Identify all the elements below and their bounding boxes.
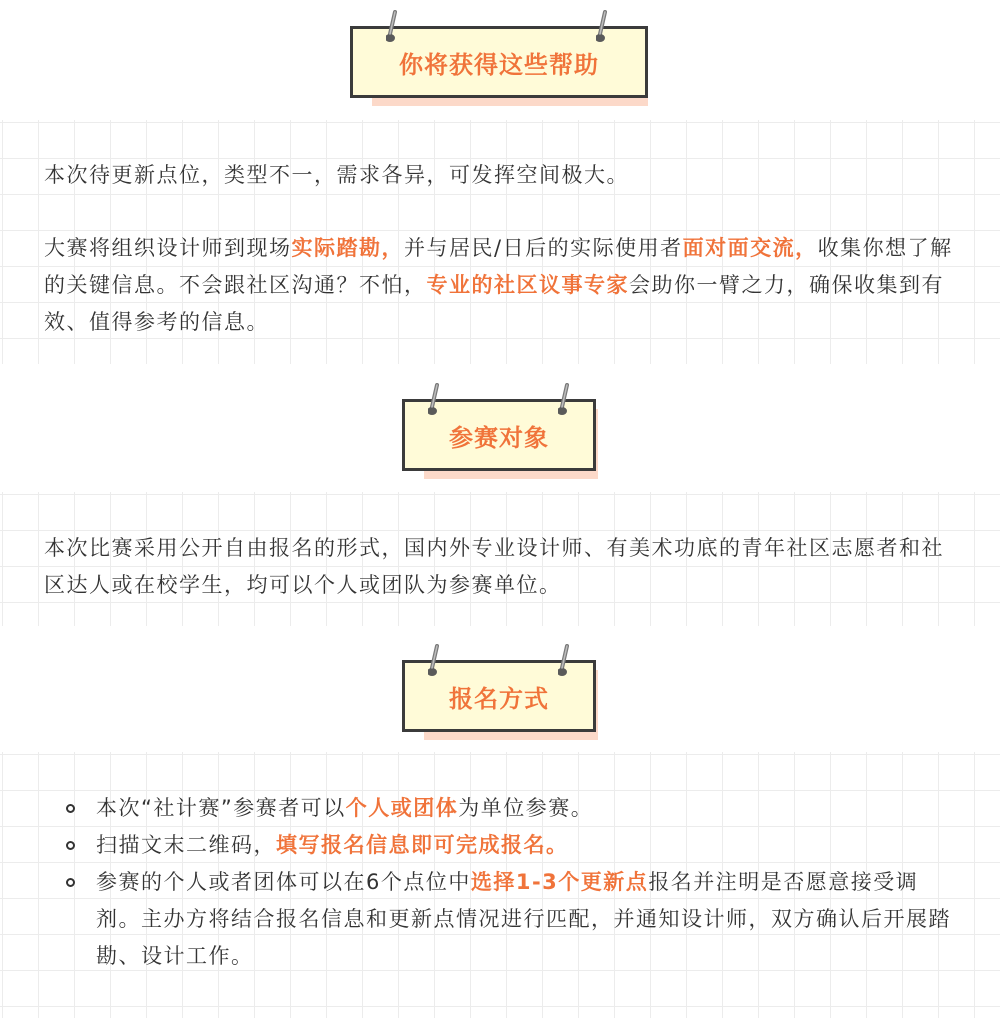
text: 大赛将组织设计师到现场	[44, 236, 292, 260]
highlight-text: 面对面交流，	[682, 236, 818, 260]
bullet-circle-icon	[66, 804, 75, 813]
pin-icon	[386, 10, 398, 44]
text: 报名并注明是否愿意接受调剂。主办方将结合报名信息和更新点情况进行匹配，并通知设计师，双方确认后开展踏勘、设计工作。	[96, 870, 951, 968]
text: 为单位参赛。	[458, 796, 594, 820]
section-title: 参赛对象	[449, 423, 549, 452]
pin-icon	[596, 10, 608, 44]
highlight-text: 选择1-3个更新点	[470, 870, 649, 894]
paragraph	[44, 157, 956, 194]
registration-list	[44, 790, 956, 975]
text: 会助你一臂之力，确保收集到有效、值得参考的信息。	[44, 273, 944, 334]
highlight-text: 填写报名信息即可完成报名。	[276, 833, 569, 857]
section-header-participants	[402, 399, 622, 479]
bullet-circle-icon	[66, 878, 75, 887]
highlight-text: 专业的社区议事专家	[426, 273, 629, 297]
pin-icon	[428, 383, 440, 417]
text: 扫描文末二维码，	[96, 833, 276, 857]
highlight-text: 实际踏勘，	[291, 236, 404, 260]
text: 本次比赛采用公开自由报名的形式，国内外专业设计师、有美术功底的青年社区志愿者和社区达人或在校学生，均可以个人或团队为参赛单位。	[44, 536, 944, 597]
pin-icon	[558, 644, 570, 678]
bullet-circle-icon	[66, 841, 75, 850]
section-header-registration	[402, 660, 622, 740]
text: 并与居民/日后的实际使用者	[404, 236, 683, 260]
paragraph	[44, 230, 956, 341]
text: 收集你想了解的关键信息。不会跟社区沟通？不怕，	[44, 236, 953, 297]
pin-icon	[428, 644, 440, 678]
paragraph	[44, 530, 956, 604]
text: 本次“社计赛”参赛者可以	[96, 796, 346, 820]
section-title: 报名方式	[449, 684, 549, 713]
highlight-text: 个人或团体	[345, 796, 459, 820]
list-item	[44, 827, 956, 864]
text: 参赛的个人或者团体可以在6个点位中	[96, 870, 471, 894]
text: 本次待更新点位，类型不一，需求各异，可发挥空间极大。	[44, 163, 629, 187]
list-item	[44, 790, 956, 827]
section-header-help	[350, 26, 670, 106]
pin-icon	[558, 383, 570, 417]
section-title: 你将获得这些帮助	[399, 50, 599, 79]
list-item	[44, 864, 956, 975]
